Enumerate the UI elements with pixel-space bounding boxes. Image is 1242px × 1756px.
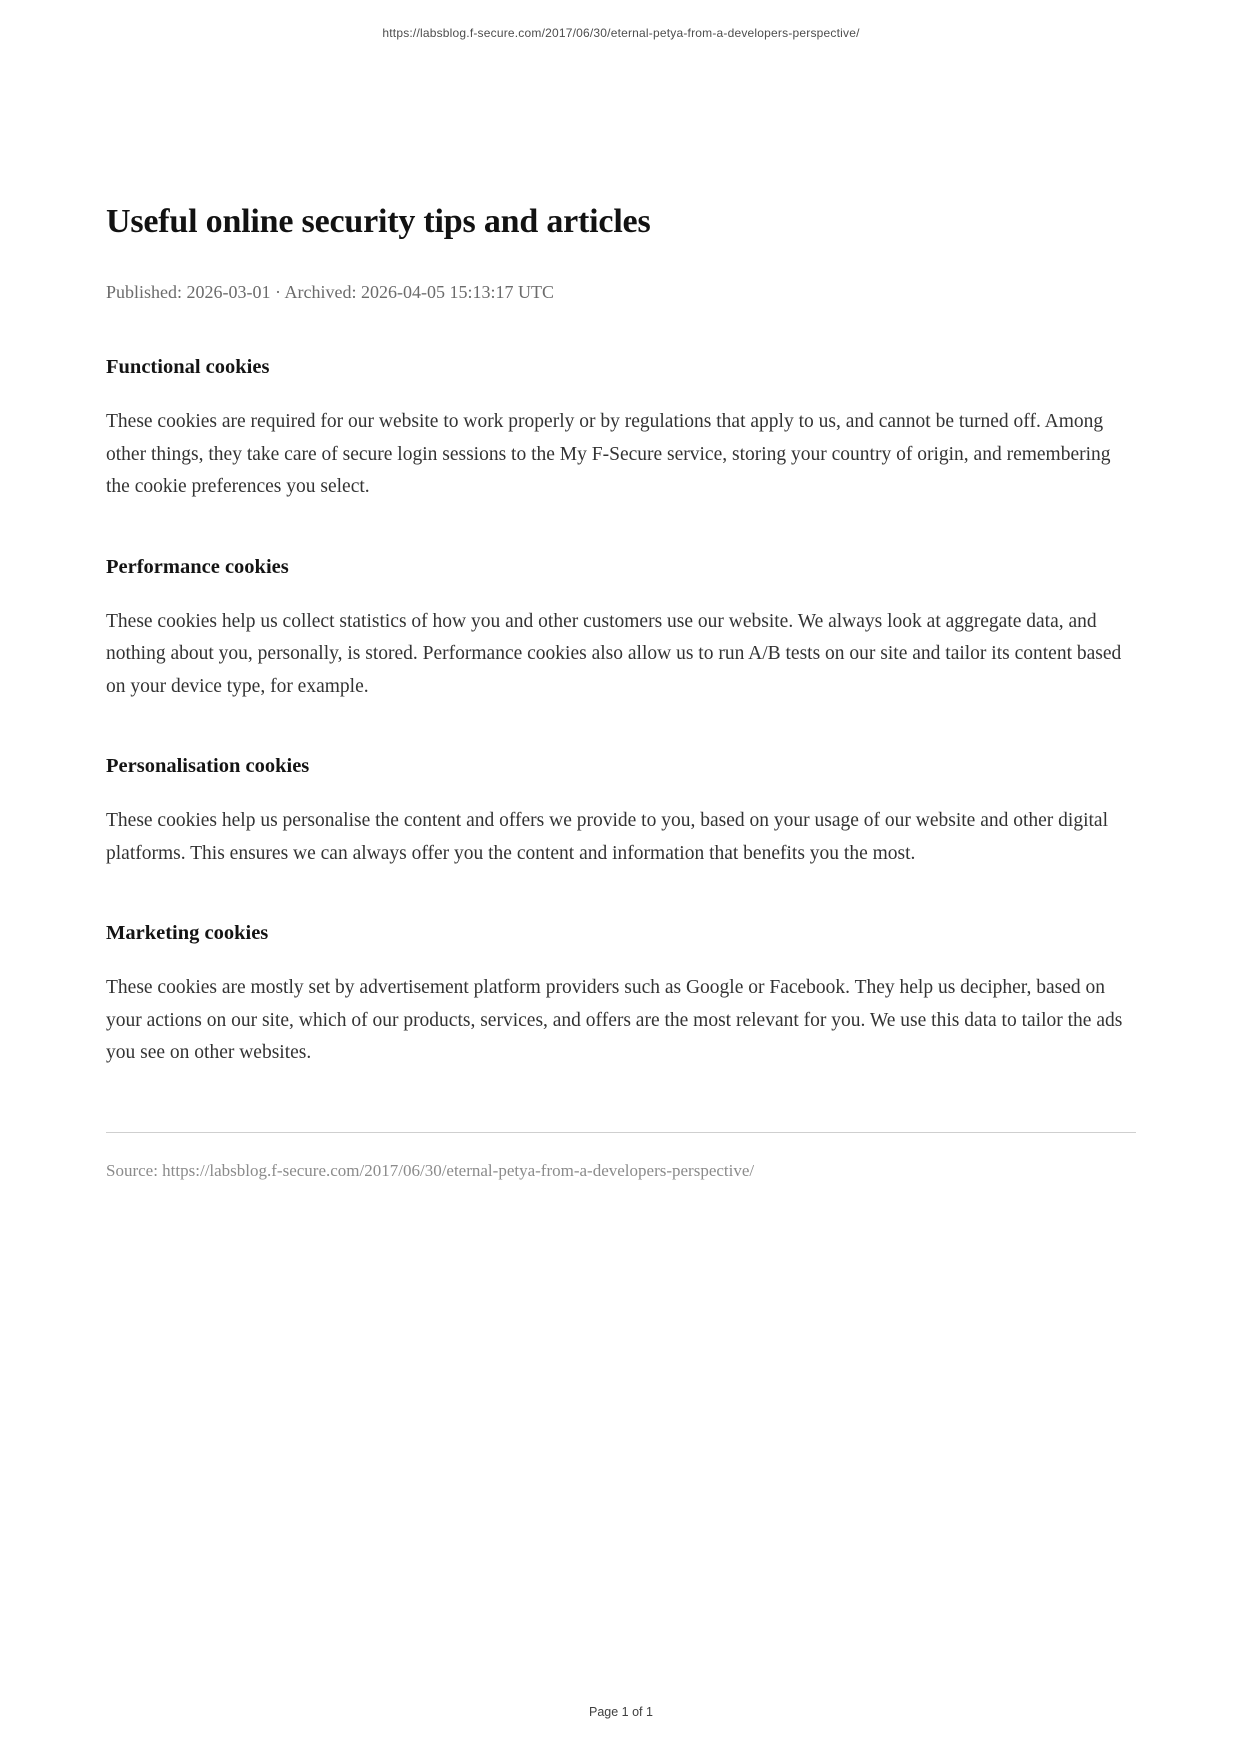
published-archived-meta: Published: 2026-03-01 · Archived: 2026-04-05 15:13:17 UTC <box>106 282 554 302</box>
section-body-performance-cookies: These cookies help us collect statistics of how you and other customers use our website. We always look at aggregate data, and nothing about you, personally, is stored. Performance cookies also allow us to run A/B tests on our site and tailor its content based on your device type, for example. <box>106 610 1122 697</box>
section-body-functional-cookies: These cookies are required for our website to work properly or by regulations that apply to us, and cannot be turned off. Among other things, they take care of secure login sessions to the My F-Secure service, storing your country of origin, and remembering the cookie preferences you select. <box>106 411 1111 497</box>
source-line: Source: https://labsblog.f-secure.com/2017/06/30/eternal-petya-from-a-developers-perspective/ <box>106 1160 755 1180</box>
section-heading-functional-cookies: Functional cookies <box>106 356 270 378</box>
section-heading-performance-cookies: Performance cookies <box>106 555 289 578</box>
section-heading-marketing-cookies: Marketing cookies <box>106 922 269 944</box>
page-title: Useful online security tips and articles <box>106 203 651 240</box>
section-body-personalisation-cookies: These cookies help us personalise the content and offers we provide to you, based on your usage of our website and other digital platforms. This ensures we can always offer you the content and information that benefits you the most. <box>106 810 1108 864</box>
page-number-footer: Page 1 of 1 <box>589 1705 653 1719</box>
divider <box>106 1132 1136 1133</box>
section-heading-personalisation-cookies: Personalisation cookies <box>106 755 310 777</box>
print-header-url: https://labsblog.f-secure.com/2017/06/30/eternal-petya-from-a-developers-perspective/ <box>382 26 860 40</box>
section-body-marketing-cookies: These cookies are mostly set by advertisement platform providers such as Google or Facebook. They help us decipher, based on your actions on our site, which of our products, services, and offers are the most relevant for you. We use this data to tailor the ads you see on other websites. <box>106 977 1123 1063</box>
